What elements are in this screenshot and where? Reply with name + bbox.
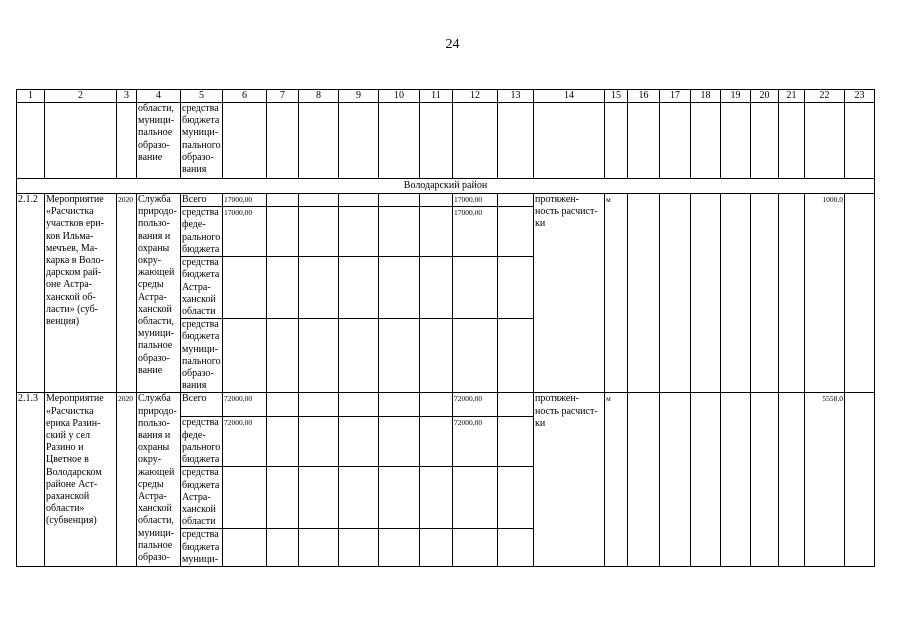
header-cell: 20 bbox=[751, 90, 779, 103]
row-executor: Служба природо- пользо- вания и охраны окру- жающей среды Астра- ханской области, муници- пальное образо- вание bbox=[137, 194, 181, 393]
source-cell: средства бюджета Астра- ханской области bbox=[181, 467, 223, 529]
row-indicator: протяжен- ность расчист- ки bbox=[534, 393, 605, 567]
header-cell: 12 bbox=[453, 90, 498, 103]
header-row bbox=[17, 90, 875, 103]
row-indicator: протяжен- ность расчист- ки bbox=[534, 194, 605, 393]
row-executor: Служба природо- пользо- вания и охраны окру- жающей среды Астра- ханской области, муници- пальное образо- bbox=[137, 393, 181, 567]
table-row bbox=[17, 393, 875, 417]
region-title: Володарский район bbox=[17, 179, 875, 194]
source-cell: средства бюджета Астра- ханской области bbox=[181, 257, 223, 319]
header-cell: 9 bbox=[339, 90, 379, 103]
header-cell: 13 bbox=[498, 90, 534, 103]
amount-cell: 72000,00 bbox=[223, 417, 267, 467]
amount-cell: 17000,00 bbox=[453, 207, 498, 257]
amount-cell: 72000,00 bbox=[453, 393, 498, 417]
header-cell: 4 bbox=[137, 90, 181, 103]
table-row bbox=[17, 194, 875, 207]
amount-cell: 72000,00 bbox=[223, 393, 267, 417]
header-cell: 17 bbox=[660, 90, 691, 103]
program-table bbox=[16, 89, 875, 567]
continuation-source: средства бюджета муници- пального образо- вания bbox=[181, 103, 223, 179]
row-target: 1000,0 bbox=[805, 194, 845, 393]
header-cell: 23 bbox=[845, 90, 875, 103]
continuation-executor: области, муници- пальное образо- вание bbox=[137, 103, 181, 179]
header-cell: 2 bbox=[45, 90, 117, 103]
region-row bbox=[17, 179, 875, 194]
row-name: Мероприятие «Расчистка участков ери- ков Ильма- мечъев, Ма- карка в Воло- дарском рай- оне Астра- ханской об- ласти» (суб- венция) bbox=[45, 194, 117, 393]
header-cell: 18 bbox=[691, 90, 721, 103]
amount-cell: 72000,00 bbox=[453, 417, 498, 467]
header-cell: 15 bbox=[605, 90, 628, 103]
source-cell: средства феде- рального бюджета bbox=[181, 417, 223, 467]
source-cell: средства феде- рального бюджета bbox=[181, 207, 223, 257]
amount-cell: 17000,00 bbox=[223, 194, 267, 207]
header-cell: 16 bbox=[628, 90, 660, 103]
header-cell: 1 bbox=[17, 90, 45, 103]
row-name: Мероприятие «Расчистка ерика Разин- ский у сел Разино и Цветное в Володарском районе Аст- раханской области» (субвенция) bbox=[45, 393, 117, 567]
row-unit: м bbox=[605, 194, 628, 393]
source-cell: средства бюджета муници- пального образо- вания bbox=[182, 319, 221, 392]
header-cell: 14 bbox=[534, 90, 605, 103]
header-cell: 10 bbox=[379, 90, 420, 103]
row-unit: м bbox=[605, 393, 628, 567]
header-cell: 21 bbox=[779, 90, 805, 103]
continuation-row bbox=[17, 103, 875, 179]
header-cell: 6 bbox=[223, 90, 267, 103]
row-year: 2020 bbox=[117, 393, 137, 567]
header-cell: 8 bbox=[299, 90, 339, 103]
source-cell: средства бюджета муници- bbox=[181, 529, 223, 567]
header-cell: 7 bbox=[267, 90, 299, 103]
header-cell: 19 bbox=[721, 90, 751, 103]
source-cell: Всего bbox=[181, 194, 223, 207]
header-cell: 11 bbox=[420, 90, 453, 103]
source-cell: Всего bbox=[181, 393, 223, 417]
page-number: 24 bbox=[445, 37, 460, 52]
row-year: 2020 bbox=[117, 194, 137, 393]
amount-cell: 17000,00 bbox=[453, 194, 498, 207]
amount-cell: 17000,00 bbox=[223, 207, 267, 257]
header-cell: 3 bbox=[117, 90, 137, 103]
header-cell: 22 bbox=[805, 90, 845, 103]
row-code: 2.1.2 bbox=[17, 194, 45, 393]
header-cell: 5 bbox=[181, 90, 223, 103]
row-target: 5558,0 bbox=[805, 393, 845, 567]
row-code: 2.1.3 bbox=[17, 393, 45, 567]
